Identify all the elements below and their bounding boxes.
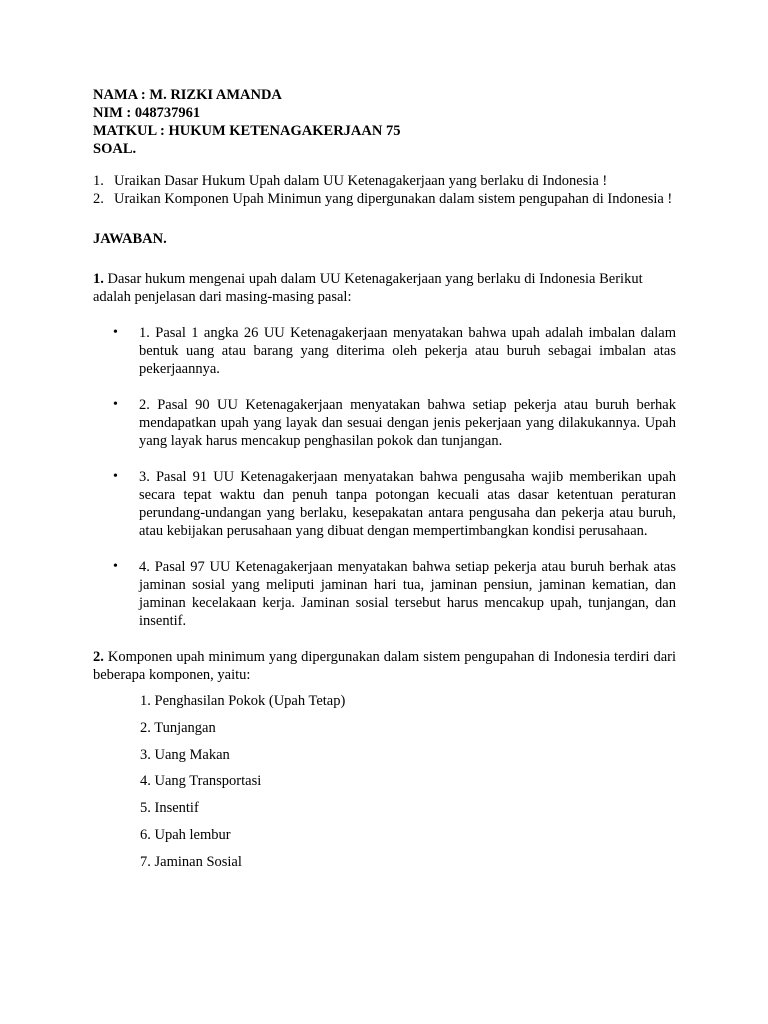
component-item: 3. Uang Makan xyxy=(140,746,230,763)
answer-2-intro xyxy=(93,648,676,684)
answer-2-number: 2. xyxy=(93,649,104,665)
bullet-icon: • xyxy=(113,325,118,340)
question-number: 1. xyxy=(93,173,104,189)
pasal-item xyxy=(93,558,676,630)
pasal-item xyxy=(93,396,676,450)
pasal-text: 3. Pasal 91 UU Ketenagakerjaan menyatakan bahwa pengusaha wajib memberikan upah secara tepat waktu dan penuh tanpa potongan kecuali atas dasar ketentuan peraturan perundang-undangan yang berlaku, kesepakatan antara pengusaha dan pekerja atau buruh, atau kebijakan perusahaan yang dibuat dengan mempertimbangkan kondisi perusahaan. xyxy=(139,469,676,539)
pasal-text: 2. Pasal 90 UU Ketenagakerjaan menyatakan bahwa setiap pekerja atau buruh berhak mendapatkan upah yang layak dan sesuai dengan jenis pekerjaan yang dilakukannya. Upah yang layak harus mencakup penghasilan pokok dan tunjangan. xyxy=(139,397,676,449)
pasal-text: 1. Pasal 1 angka 26 UU Ketenagakerjaan menyatakan bahwa upah adalah imbalan dalam bentuk uang atau barang yang diterima oleh pekerja atau buruh sebagai imbalan atas pekerjaannya. xyxy=(139,325,676,377)
answer-1-number: 1. xyxy=(93,271,104,287)
answer-2-intro-text: Komponen upah minimum yang dipergunakan dalam sistem pengupahan di Indonesia terdiri dari beberapa komponen, yaitu: xyxy=(93,649,676,683)
component-item: 4. Uang Transportasi xyxy=(140,773,262,790)
student-name: NAMA : M. RIZKI AMANDA xyxy=(93,87,282,103)
jawaban-heading: JAWABAN. xyxy=(93,231,167,247)
bullet-icon: • xyxy=(113,559,118,574)
question-item xyxy=(93,190,676,208)
pasal-text: 4. Pasal 97 UU Ketenagakerjaan menyatakan bahwa setiap pekerja atau buruh berhak atas jaminan sosial yang meliputi jaminan hari tua, jaminan pensiun, jaminan kematian, dan jaminan kecelakaan kerja. Jaminan sosial tersebut harus mencakup upah, tunjangan, dan insentif. xyxy=(139,559,676,629)
component-list xyxy=(93,692,676,871)
pasal-list xyxy=(93,324,676,630)
question-item xyxy=(93,172,676,190)
question-number: 2. xyxy=(93,191,104,207)
pasal-item xyxy=(93,324,676,378)
student-nim: NIM : 048737961 xyxy=(93,105,201,121)
pasal-item xyxy=(93,468,676,540)
answer-1-intro-text: Dasar hukum mengenai upah dalam UU Ketenagakerjaan yang berlaku di Indonesia Berikut adalah penjelasan dari masing-masing pasal: xyxy=(93,271,643,305)
component-item: 6. Upah lembur xyxy=(140,826,231,843)
document-page xyxy=(93,86,676,880)
course-name: MATKUL : HUKUM KETENAGAKERJAAN 75 xyxy=(93,123,401,139)
component-item: 7. Jaminan Sosial xyxy=(140,853,242,870)
bullet-icon: • xyxy=(113,469,118,484)
soal-heading: SOAL. xyxy=(93,141,137,157)
question-text: Uraikan Komponen Upah Minimun yang dipergunakan dalam sistem pengupahan di Indonesia ! xyxy=(114,191,673,207)
question-text: Uraikan Dasar Hukum Upah dalam UU Ketenagakerjaan yang berlaku di Indonesia ! xyxy=(114,173,608,189)
answer-1-intro xyxy=(93,270,676,306)
bullet-icon: • xyxy=(113,397,118,412)
component-item: 2. Tunjangan xyxy=(140,719,216,736)
component-item: 5. Insentif xyxy=(140,800,199,817)
question-list xyxy=(93,172,676,208)
component-item: 1. Penghasilan Pokok (Upah Tetap) xyxy=(140,693,346,709)
